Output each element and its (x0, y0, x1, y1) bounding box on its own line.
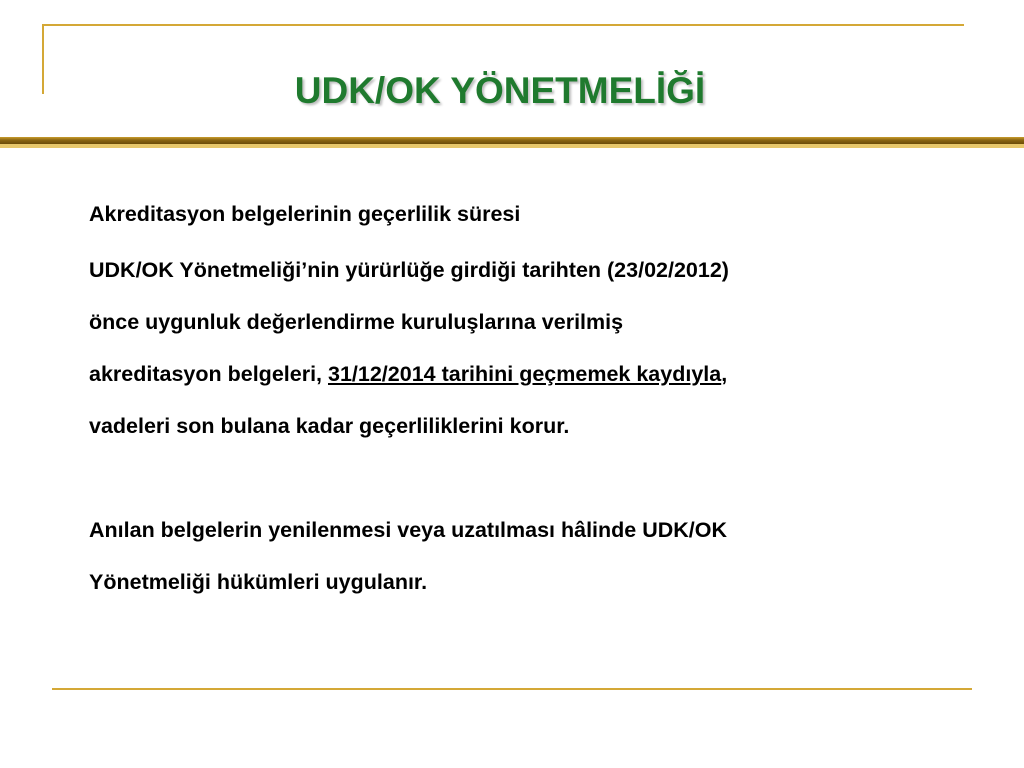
paragraph-line: vadeleri son bulana kadar geçerliliklerini korur. (89, 414, 570, 438)
section-heading: Akreditasyon belgelerinin geçerlilik süresi (89, 202, 521, 226)
paragraph-line: önce uygunluk değerlendirme kuruluşlarına verilmiş (89, 310, 624, 334)
paragraph-line: Anılan belgelerin yenilenmesi veya uzatılması hâlinde UDK/OK (89, 518, 728, 542)
slide-title: UDK/OK YÖNETMELİĞİ (294, 70, 706, 111)
paragraph-line: UDK/OK Yönetmeliği’nin yürürlüğe girdiği tarihten (23/02/2012) (89, 258, 729, 282)
underlined-deadline-text: 31/12/2014 tarihini geçmemek kaydıyla (328, 362, 722, 386)
paragraph-line (89, 348, 969, 400)
footer-divider (52, 688, 972, 690)
paragraph-line: Yönetmeliği hükümleri uygulanır. (89, 570, 428, 594)
paragraph-validity (89, 244, 969, 452)
title-divider-band (0, 137, 1024, 144)
paragraph-renewal (89, 504, 969, 608)
slide-body (89, 194, 969, 608)
title-divider-highlight (0, 144, 1024, 148)
line-suffix-text: , (721, 362, 728, 386)
top-frame-line (42, 24, 964, 26)
line-prefix-text: akreditasyon belgeleri, (89, 362, 328, 386)
